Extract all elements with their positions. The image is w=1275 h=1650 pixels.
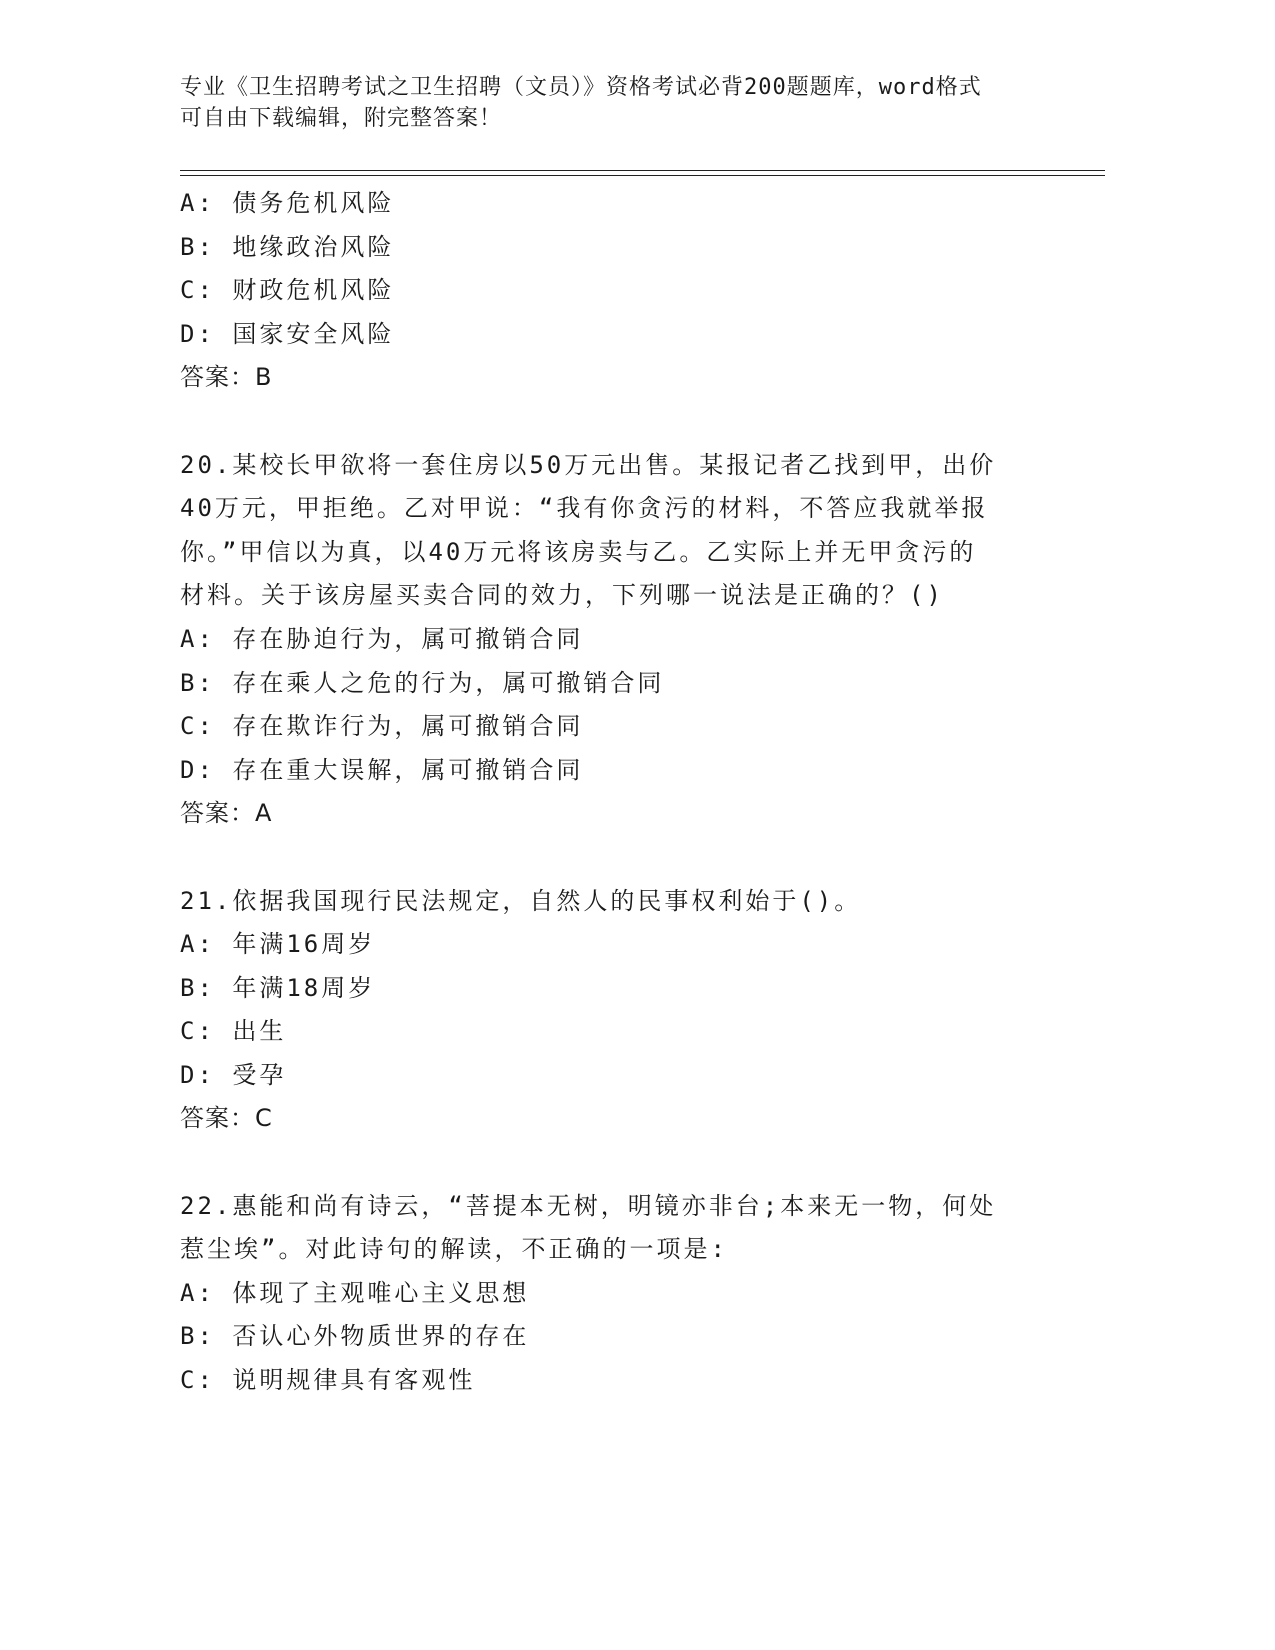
header-line-2: 可自由下载编辑，附完整答案！ <box>180 106 503 131</box>
question-stem-line: 40万元，甲拒绝。乙对甲说：“我有你贪污的材料，不答应我就举报 <box>180 494 989 523</box>
header-divider-top <box>180 170 1105 171</box>
answer: 答案：A <box>180 799 273 828</box>
header-divider-bottom <box>180 175 1105 176</box>
header-line-1: 专业《卫生招聘考试之卫生招聘（文员）》资格考试必背200题题库，word格式 <box>180 75 982 100</box>
option-a: A: 年满16周岁 <box>180 930 376 959</box>
question-21 <box>180 880 1040 1142</box>
question-22 <box>180 1185 1040 1403</box>
answer: 答案：B <box>180 363 273 392</box>
option-a: A: 存在胁迫行为，属可撤销合同 <box>180 624 584 653</box>
option-b: B: 年满18周岁 <box>180 973 376 1002</box>
option-d: D: 存在重大误解，属可撤销合同 <box>180 755 584 784</box>
option-d: D: 国家安全风险 <box>180 319 395 348</box>
document-header <box>180 72 1040 134</box>
question-stem-line: 你。”甲信以为真，以40万元将该房卖与乙。乙实际上并无甲贪污的 <box>180 537 977 566</box>
option-b: B: 地缘政治风险 <box>180 232 395 261</box>
answer: 答案：C <box>180 1104 273 1133</box>
option-c: C: 出生 <box>180 1017 287 1046</box>
option-a: A: 体现了主观唯心主义思想 <box>180 1278 530 1307</box>
option-a: A: 债务危机风险 <box>180 189 395 217</box>
question-stem-line: 20.某校长甲欲将一套住房以50万元出售。某报记者乙找到甲，出价 <box>180 450 997 479</box>
question-stem-line: 惹尘埃”。对此诗句的解读，不正确的一项是: <box>180 1235 728 1264</box>
spacer <box>180 1141 1040 1185</box>
option-b: B: 存在乘人之危的行为，属可撤销合同 <box>180 668 665 697</box>
spacer <box>180 836 1040 880</box>
question-stem-line: 22.惠能和尚有诗云，“菩提本无树，明镜亦非台;本来无一物，何处 <box>180 1191 997 1220</box>
option-d: D: 受孕 <box>180 1060 287 1089</box>
question-stem-line: 材料。关于该房屋买卖合同的效力，下列哪一说法是正确的？() <box>180 581 944 610</box>
option-b: B: 否认心外物质世界的存在 <box>180 1322 530 1351</box>
question-20 <box>180 444 1040 836</box>
question-stem-line: 21.依据我国现行民法规定，自然人的民事权利始于()。 <box>180 886 862 915</box>
option-c: C: 说明规律具有客观性 <box>180 1366 476 1395</box>
question-19 <box>180 182 1040 400</box>
option-c: C: 财政危机风险 <box>180 276 395 305</box>
question-list <box>180 182 1040 1403</box>
option-c: C: 存在欺诈行为，属可撤销合同 <box>180 712 584 741</box>
spacer <box>180 400 1040 444</box>
